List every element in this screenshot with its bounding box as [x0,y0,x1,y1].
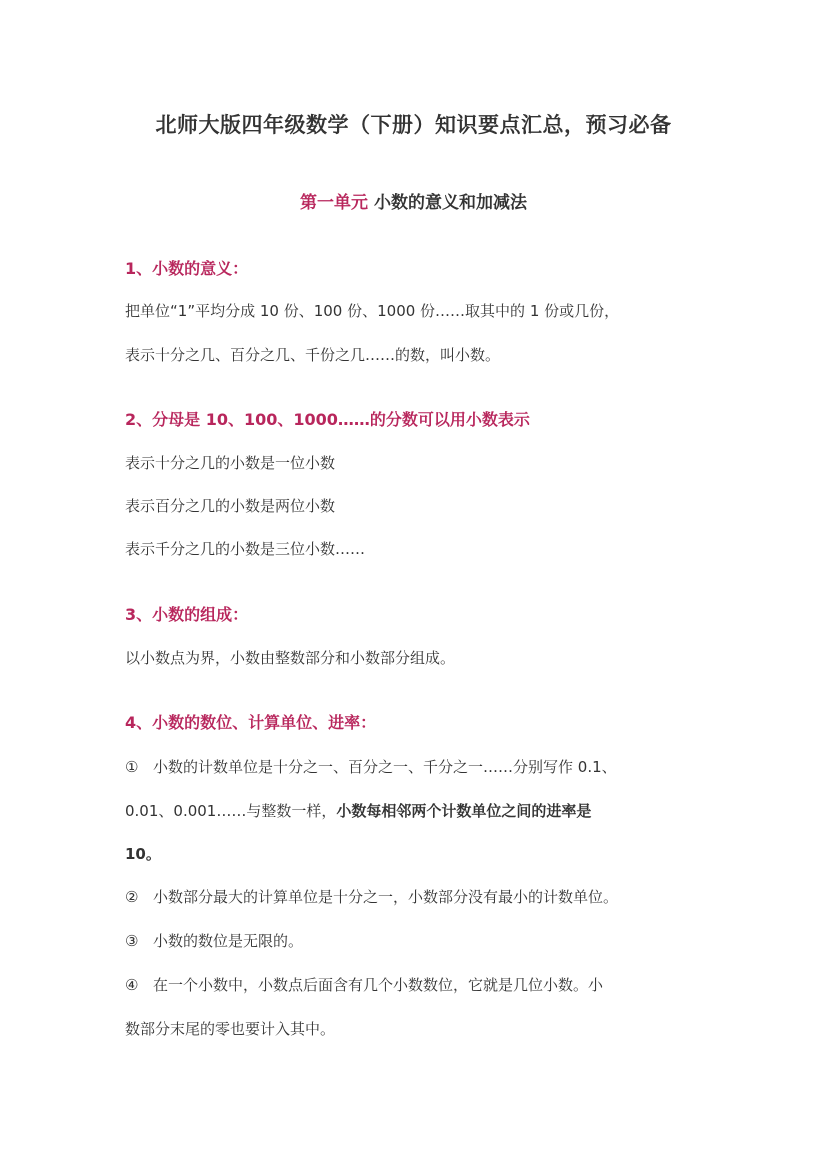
section-heading-3: 3、小数的组成： [125,605,249,624]
list-marker: ③ [125,932,139,950]
paragraph-line: 表示千分之几的小数是三位小数…… [125,540,366,558]
section-heading-4: 4、小数的数位、计算单位、进率： [125,713,377,732]
unit-name: 小数的意义和加减法 [373,193,527,213]
paragraph-line: 以小数点为界，小数由整数部分和小数部分组成。 [125,649,456,667]
unit-label: 第一单元 [300,193,369,213]
list-item-text: 小数部分最大的计算单位是十分之一，小数部分没有最小的计数单位。 [153,888,619,906]
list-item-text: 小数的计数单位是十分之一、百分之一、千分之一……分别写作 0.1、 [153,758,617,776]
list-item-text: 0.01、0.001……与整数一样， [125,802,337,820]
paragraph-line: 表示十分之几的小数是一位小数 [125,454,336,472]
list-item-3 [125,928,705,954]
emphasized-text: 10。 [125,845,161,863]
list-marker: ④ [125,976,139,994]
list-item-4-line-1 [125,972,705,998]
emphasized-text: 小数每相邻两个计数单位之间的进率是 [336,802,592,820]
list-item-4-line-2: 数部分末尾的零也要计入其中。 [125,1020,336,1038]
paragraph-line: 把单位“1”平均分成 10 份、100 份、1000 份……取其中的 1 份或几份， [125,302,620,320]
unit-title [0,188,827,218]
document-title: 北师大版四年级数学（下册）知识要点汇总，预习必备 [155,113,672,137]
list-item-2 [125,884,705,910]
paragraph-line: 表示百分之几的小数是两位小数 [125,497,336,515]
list-item-text: 在一个小数中，小数点后面含有几个小数数位，它就是几位小数。小 [153,976,604,994]
section-heading-2: 2、分母是 10、100、1000……的分数可以用小数表示 [125,410,530,429]
list-item-1-line-1 [125,754,705,780]
section-heading-1: 1、小数的意义： [125,259,249,278]
list-marker: ① [125,758,139,776]
list-marker: ② [125,888,139,906]
list-item-text: 小数的数位是无限的。 [153,932,304,950]
list-item-1-line-2 [125,798,705,824]
paragraph-line: 表示十分之几、百分之几、千份之几……的数，叫小数。 [125,346,501,364]
